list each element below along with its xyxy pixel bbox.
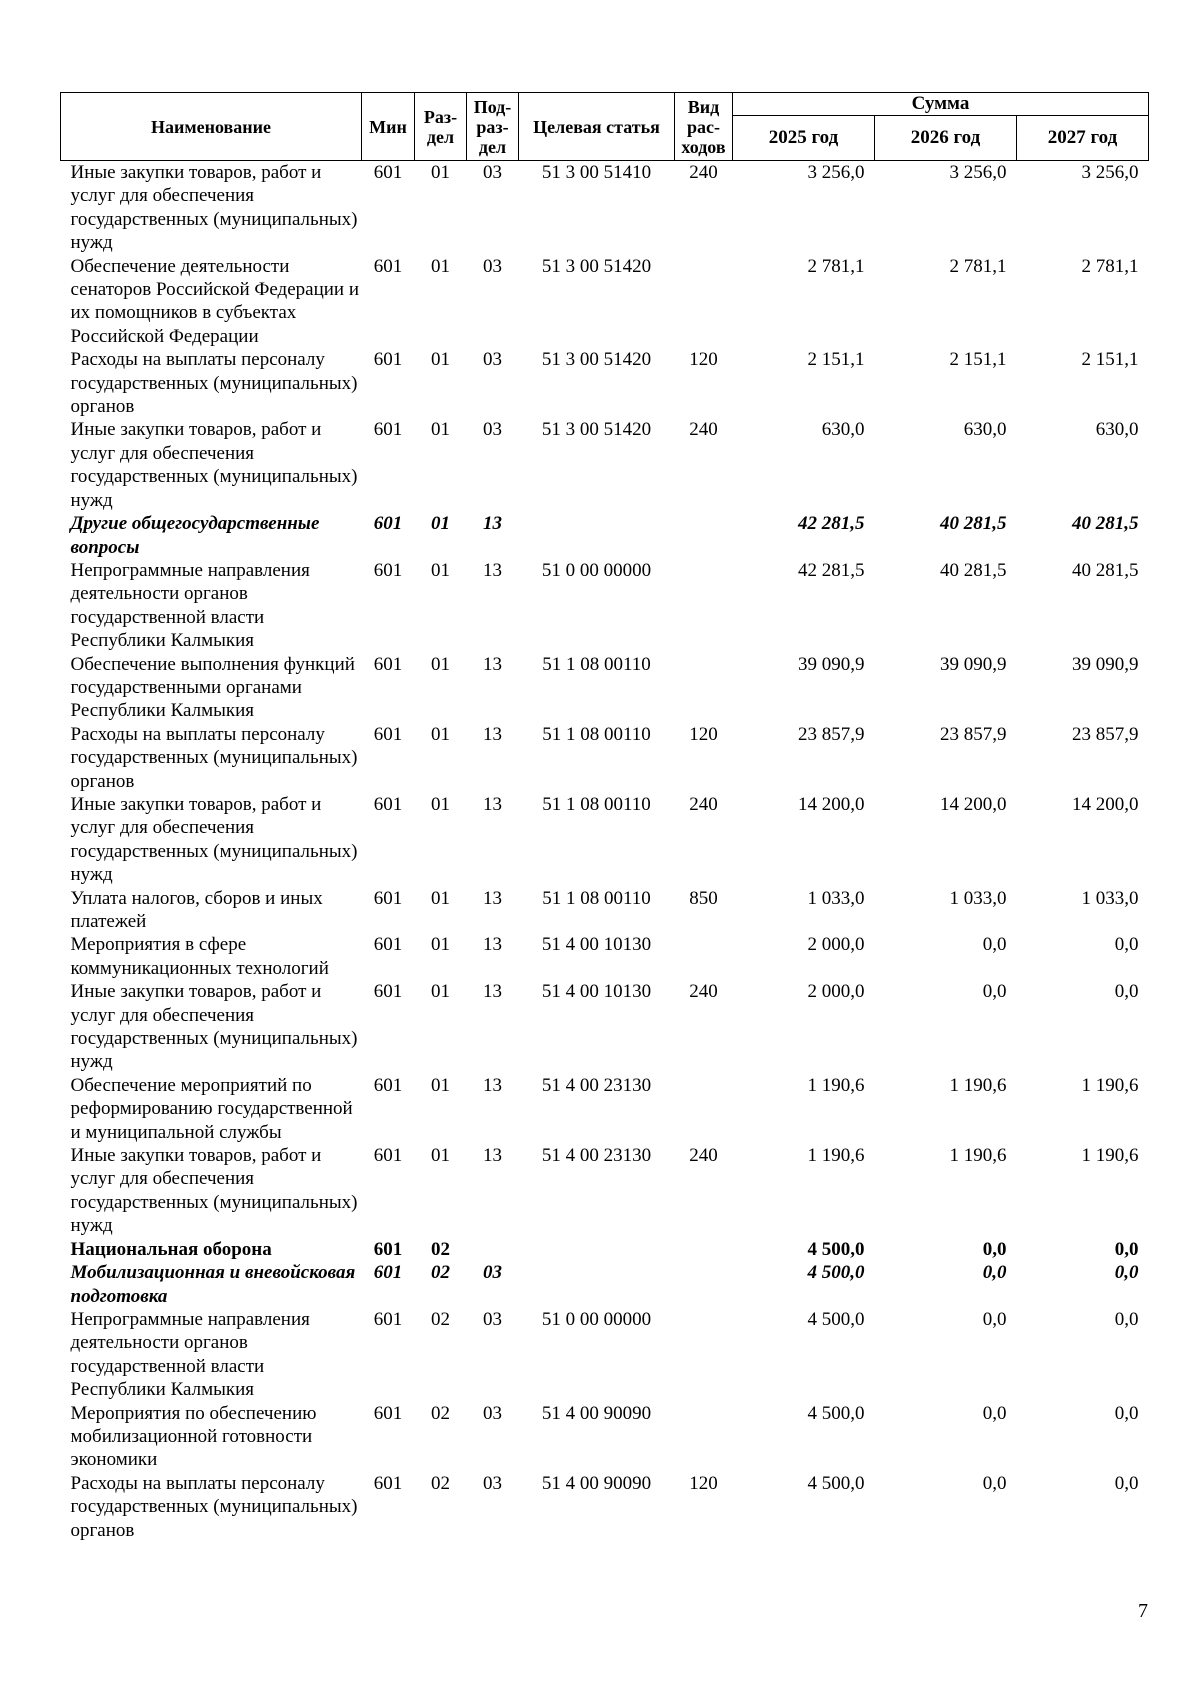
row-vid: 240 [689, 419, 718, 441]
row-amount-2026: 14 200,0 [940, 793, 1007, 815]
table-body [61, 161, 1149, 1542]
table-row [61, 1144, 1149, 1238]
row-amount-2026: 0,0 [982, 1402, 1007, 1424]
row-razdel: 01 [431, 559, 450, 581]
row-name: Непрограммные направления деятельности органов государственной власти Республики Калмыкия [70, 559, 310, 652]
row-amount-2026: 40 281,5 [940, 559, 1007, 581]
row-amount-2027: 0,0 [1114, 1402, 1139, 1424]
row-amount-2027: 0,0 [1114, 1472, 1139, 1494]
row-statya: 51 1 08 00110 [542, 653, 651, 675]
row-statya: 51 3 00 51420 [541, 255, 652, 277]
row-name: Расходы на выплаты персоналу государственных (муниципальных) органов [70, 349, 358, 418]
row-amount-2027: 2 151,1 [1081, 349, 1139, 371]
header-min: Мин [362, 93, 415, 161]
header-year-2026: 2026 год [875, 116, 1017, 161]
row-amount-2025: 42 281,5 [798, 559, 865, 581]
row-name: Другие общегосударственные вопросы [70, 513, 320, 558]
row-name: Обеспечение деятельности сенаторов Российской Федерации и их помощников в субъектах Российской Федерации [70, 255, 360, 347]
row-vid: 120 [689, 1472, 718, 1494]
row-razdel: 01 [431, 981, 450, 1003]
row-min: 601 [373, 255, 403, 277]
row-min: 601 [373, 162, 403, 183]
budget-table [60, 92, 1149, 1542]
row-razdel: 01 [431, 349, 450, 371]
row-amount-2026: 23 857,9 [940, 723, 1007, 745]
row-razdel: 01 [431, 1074, 450, 1096]
row-vid: 240 [689, 981, 718, 1003]
row-podrazdel: 13 [483, 559, 502, 581]
row-amount-2027: 0,0 [1114, 1308, 1139, 1330]
row-min: 601 [373, 1238, 403, 1260]
header-sum: Сумма [733, 93, 1149, 116]
row-amount-2025: 2 000,0 [807, 934, 865, 956]
row-amount-2025: 3 256,0 [807, 162, 865, 183]
table-row [61, 653, 1149, 723]
row-podrazdel: 13 [483, 513, 502, 535]
row-statya: 51 4 00 10130 [541, 934, 652, 956]
row-razdel: 01 [431, 513, 450, 535]
row-amount-2026: 0,0 [982, 1262, 1007, 1284]
row-vid: 240 [689, 162, 718, 183]
table-header [61, 93, 1149, 161]
row-vid [675, 1402, 733, 1472]
row-amount-2027: 23 857,9 [1072, 723, 1139, 745]
row-name: Обеспечение выполнения функций государственными органами Республики Калмыкия [70, 653, 355, 722]
row-podrazdel: 13 [483, 1145, 502, 1167]
row-statya: 51 4 00 23130 [541, 1145, 652, 1167]
row-razdel: 01 [431, 887, 450, 909]
row-min: 601 [373, 1402, 403, 1424]
row-amount-2027: 0,0 [1114, 981, 1139, 1003]
row-razdel: 02 [431, 1308, 450, 1330]
row-amount-2027: 1 190,6 [1081, 1145, 1139, 1167]
row-amount-2027: 2 781,1 [1081, 255, 1139, 277]
row-podrazdel: 03 [483, 349, 502, 371]
row-razdel: 02 [431, 1402, 450, 1424]
row-vid: 120 [689, 349, 718, 371]
row-name: Иные закупки товаров, работ и услуг для обеспечения государственных (муниципальных) нужд [70, 981, 358, 1073]
row-amount-2025: 4 500,0 [807, 1262, 865, 1284]
row-amount-2026: 0,0 [982, 1308, 1007, 1330]
row-min: 601 [373, 934, 403, 956]
row-amount-2025: 4 500,0 [807, 1472, 865, 1494]
row-amount-2026: 2 781,1 [949, 255, 1007, 277]
table-row [61, 933, 1149, 980]
row-name: Расходы на выплаты персоналу государственных (муниципальных) органов [70, 1472, 358, 1541]
row-amount-2026: 1 190,6 [949, 1074, 1007, 1096]
row-min: 601 [373, 1262, 403, 1284]
row-razdel: 01 [431, 255, 450, 277]
row-name: Мероприятия в сфере коммуникационных технологий [70, 934, 329, 979]
header-podrazdel: Под-раз-дел [467, 93, 519, 161]
row-amount-2025: 14 200,0 [798, 793, 865, 815]
header-year-2027: 2027 год [1017, 116, 1149, 161]
row-amount-2026: 1 033,0 [949, 887, 1007, 909]
row-amount-2027: 40 281,5 [1072, 513, 1139, 535]
header-vid: Вид рас-ходов [675, 93, 733, 161]
header-year-2025: 2025 год [733, 116, 875, 161]
row-podrazdel: 13 [483, 723, 502, 745]
row-statya: 51 3 00 51420 [541, 419, 652, 441]
row-name: Непрограммные направления деятельности органов государственной власти Республики Калмыкия [70, 1308, 310, 1401]
row-vid: 240 [689, 793, 718, 815]
row-razdel: 01 [431, 653, 450, 675]
row-amount-2027: 40 281,5 [1072, 559, 1139, 581]
row-min: 601 [373, 559, 403, 581]
row-amount-2025: 1 190,6 [807, 1074, 865, 1096]
row-min: 601 [373, 349, 403, 371]
row-podrazdel: 13 [483, 793, 502, 815]
row-amount-2025: 1 033,0 [807, 887, 865, 909]
row-vid: 850 [689, 887, 718, 909]
table-row [61, 255, 1149, 349]
row-amount-2027: 39 090,9 [1072, 653, 1139, 675]
row-amount-2025: 4 500,0 [807, 1238, 865, 1260]
row-amount-2027: 3 256,0 [1081, 162, 1139, 183]
row-statya: 51 1 08 00110 [542, 723, 651, 745]
table-row [61, 723, 1149, 793]
row-min: 601 [373, 793, 403, 815]
row-vid [675, 1308, 733, 1402]
row-podrazdel: 03 [483, 419, 502, 441]
row-statya: 51 4 00 23130 [541, 1074, 652, 1096]
row-statya: 51 0 00 00000 [541, 1308, 652, 1330]
row-name: Мероприятия по обеспечению мобилизационной готовности экономики [70, 1402, 317, 1471]
row-razdel: 01 [431, 793, 450, 815]
row-min: 601 [373, 653, 403, 675]
table-row [61, 1238, 1149, 1261]
row-razdel: 01 [431, 419, 450, 441]
table-row [61, 418, 1149, 512]
header-name: Наименование [61, 93, 362, 161]
row-amount-2026: 0,0 [982, 934, 1007, 956]
table-row [61, 980, 1149, 1074]
row-razdel: 02 [431, 1262, 450, 1284]
row-podrazdel: 13 [483, 1074, 502, 1096]
row-vid [675, 1238, 733, 1261]
row-amount-2026: 40 281,5 [940, 513, 1007, 535]
row-podrazdel: 03 [483, 162, 502, 183]
row-amount-2026: 630,0 [963, 419, 1007, 441]
row-name: Мобилизационная и вневойсковая подготовка [70, 1262, 356, 1307]
row-podrazdel: 03 [483, 255, 502, 277]
row-vid [675, 933, 733, 980]
row-razdel: 01 [431, 1145, 450, 1167]
row-name: Национальная оборона [70, 1238, 272, 1260]
row-vid [675, 1261, 733, 1308]
row-amount-2026: 1 190,6 [949, 1145, 1007, 1167]
row-amount-2026: 0,0 [982, 1472, 1007, 1494]
row-amount-2025: 23 857,9 [798, 723, 865, 745]
row-statya: 51 1 08 00110 [542, 887, 651, 909]
row-statya [519, 512, 675, 559]
row-name: Расходы на выплаты персоналу государственных (муниципальных) органов [70, 723, 358, 792]
row-statya: 51 4 00 90090 [541, 1472, 652, 1494]
row-statya: 51 3 00 51410 [541, 162, 652, 183]
row-vid: 120 [689, 723, 718, 745]
table-row [61, 1261, 1149, 1308]
row-name: Иные закупки товаров, работ и услуг для обеспечения государственных (муниципальных) нужд [70, 1145, 358, 1237]
row-name: Уплата налогов, сборов и иных платежей [70, 887, 323, 932]
table-row [61, 161, 1149, 255]
row-amount-2027: 630,0 [1095, 419, 1139, 441]
row-statya: 51 4 00 10130 [541, 981, 652, 1003]
row-min: 601 [373, 723, 403, 745]
row-min: 601 [373, 981, 403, 1003]
table-row [61, 512, 1149, 559]
row-razdel: 02 [431, 1472, 450, 1494]
row-razdel: 01 [431, 723, 450, 745]
row-min: 601 [373, 1074, 403, 1096]
row-amount-2027: 0,0 [1114, 934, 1139, 956]
table-row [61, 1472, 1149, 1542]
row-statya: 51 0 00 00000 [541, 559, 652, 581]
row-razdel: 02 [431, 1238, 450, 1260]
table-row [61, 1402, 1149, 1472]
row-min: 601 [373, 887, 403, 909]
row-vid [675, 512, 733, 559]
row-podrazdel: 03 [483, 1308, 502, 1330]
row-min: 601 [373, 513, 403, 535]
row-amount-2025: 630,0 [821, 419, 865, 441]
table-row [61, 348, 1149, 418]
table-row [61, 793, 1149, 887]
row-amount-2026: 0,0 [982, 981, 1007, 1003]
row-amount-2027: 1 033,0 [1081, 887, 1139, 909]
table-row [61, 559, 1149, 653]
row-podrazdel: 13 [483, 981, 502, 1003]
row-vid [675, 255, 733, 349]
row-amount-2026: 3 256,0 [949, 162, 1007, 183]
row-podrazdel: 13 [483, 934, 502, 956]
page-number: 7 [1138, 1600, 1148, 1622]
row-vid [675, 1074, 733, 1144]
row-name: Иные закупки товаров, работ и услуг для обеспечения государственных (муниципальных) нужд [70, 419, 358, 511]
row-vid [675, 559, 733, 653]
row-razdel: 01 [431, 162, 450, 183]
row-amount-2027: 1 190,6 [1081, 1074, 1139, 1096]
row-amount-2025: 4 500,0 [807, 1402, 865, 1424]
row-podrazdel: 13 [483, 887, 502, 909]
table-row [61, 1074, 1149, 1144]
row-vid: 240 [689, 1145, 718, 1167]
row-statya: 51 3 00 51420 [541, 349, 652, 371]
row-podrazdel [467, 1238, 519, 1261]
header-statya: Целевая статья [519, 93, 675, 161]
row-amount-2025: 2 781,1 [807, 255, 865, 277]
row-statya: 51 1 08 00110 [542, 793, 651, 815]
row-podrazdel: 03 [483, 1472, 502, 1494]
row-min: 601 [373, 1472, 403, 1494]
row-amount-2027: 0,0 [1114, 1262, 1139, 1284]
header-razdel: Раз-дел [415, 93, 467, 161]
row-amount-2025: 42 281,5 [798, 513, 865, 535]
row-min: 601 [373, 1308, 403, 1330]
row-statya [519, 1261, 675, 1308]
row-statya [519, 1238, 675, 1261]
row-amount-2025: 1 190,6 [807, 1145, 865, 1167]
row-podrazdel: 13 [483, 653, 502, 675]
row-amount-2027: 14 200,0 [1072, 793, 1139, 815]
row-amount-2025: 39 090,9 [798, 653, 865, 675]
row-vid [675, 653, 733, 723]
row-amount-2025: 4 500,0 [807, 1308, 865, 1330]
row-amount-2026: 0,0 [982, 1238, 1007, 1260]
row-name: Обеспечение мероприятий по реформированию государственной и муниципальной службы [70, 1074, 353, 1143]
table-row [61, 887, 1149, 934]
row-min: 601 [373, 419, 403, 441]
row-name: Иные закупки товаров, работ и услуг для обеспечения государственных (муниципальных) нужд [70, 793, 358, 886]
row-amount-2025: 2 151,1 [807, 349, 865, 371]
row-podrazdel: 03 [483, 1402, 502, 1424]
row-amount-2025: 2 000,0 [807, 981, 865, 1003]
row-name: Иные закупки товаров, работ и услуг для обеспечения государственных (муниципальных) нужд [70, 162, 358, 254]
row-statya: 51 4 00 90090 [541, 1402, 652, 1424]
table-row [61, 1308, 1149, 1402]
row-amount-2026: 39 090,9 [940, 653, 1007, 675]
row-razdel: 01 [431, 934, 450, 956]
row-min: 601 [373, 1145, 403, 1167]
row-podrazdel: 03 [483, 1262, 502, 1284]
row-amount-2026: 2 151,1 [949, 349, 1007, 371]
row-amount-2027: 0,0 [1114, 1238, 1139, 1260]
